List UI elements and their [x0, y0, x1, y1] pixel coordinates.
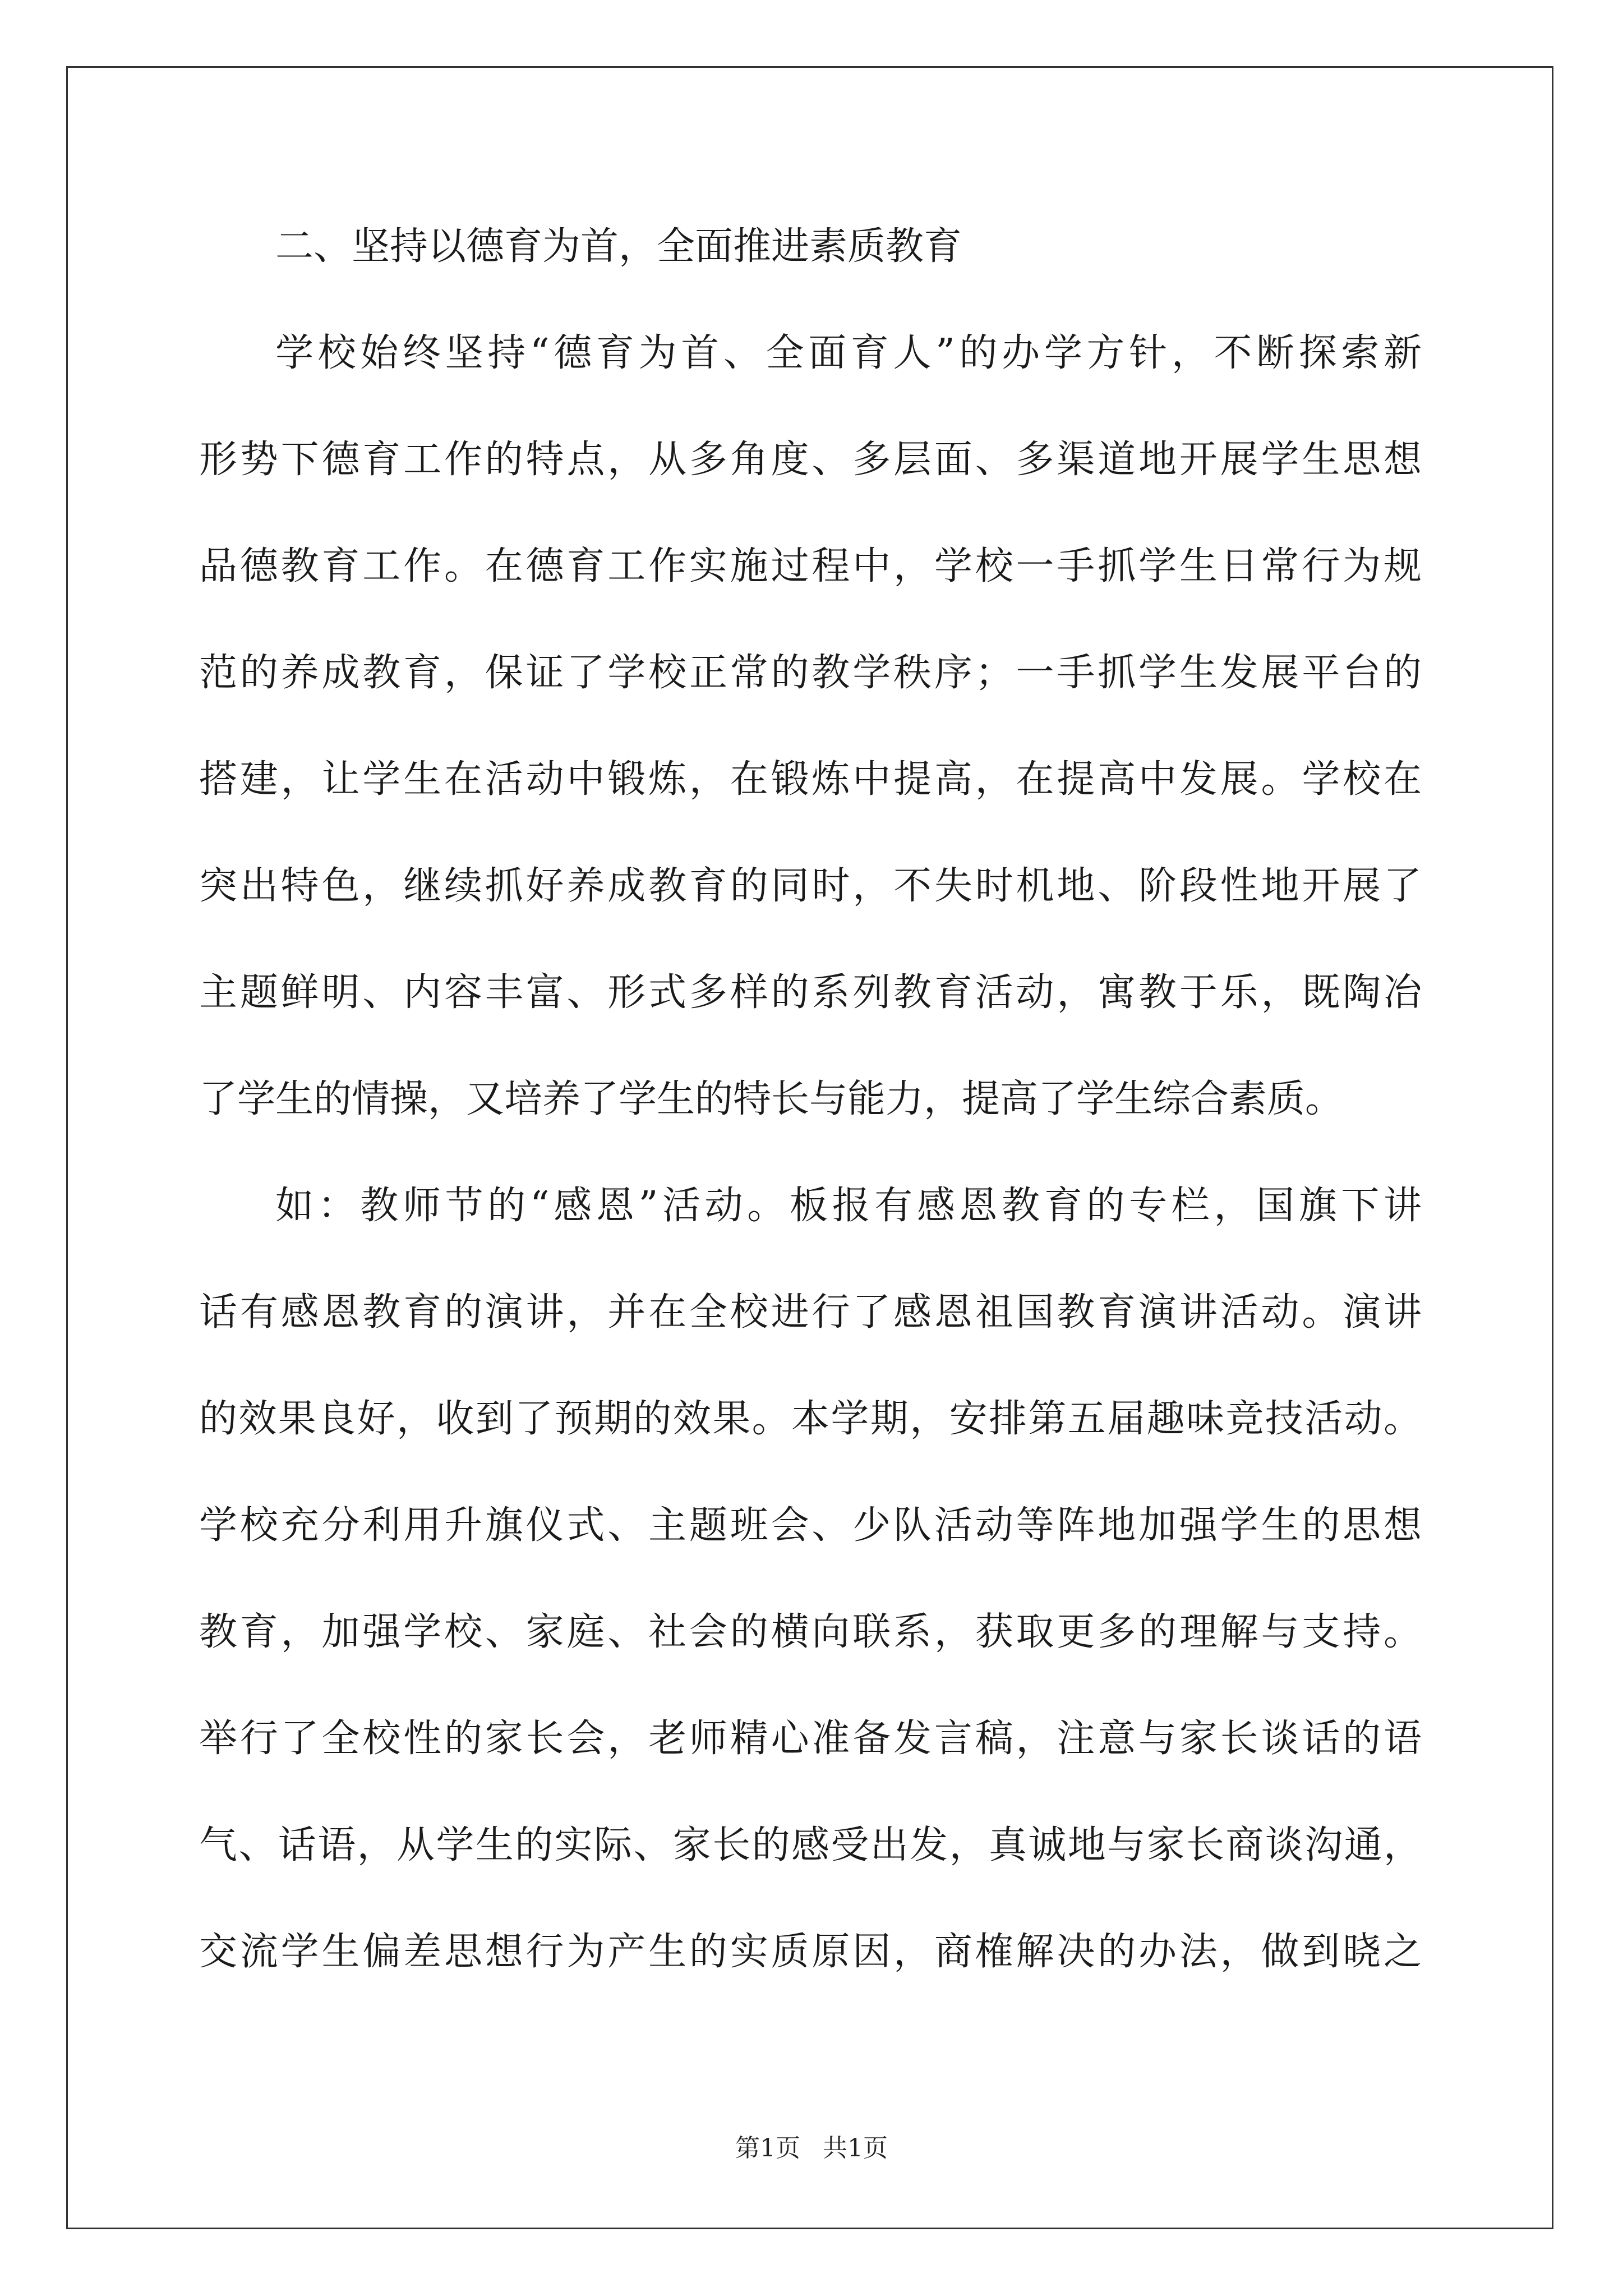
page-border [66, 66, 1553, 2229]
paragraph-line: 突出特色，继续抓好养成教育的同时，不失时机地、阶段性地开展了 [199, 864, 1422, 908]
paragraph-line: 学校始终坚持“德育为首、全面育人”的办学方针，不断探索新 [275, 331, 1422, 375]
paragraph-line: 教育，加强学校、家庭、社会的横向联系，获取更多的理解与支持。 [199, 1610, 1422, 1654]
paragraph-line: 品德教育工作。在德育工作实施过程中，学校一手抓学生日常行为规 [199, 544, 1422, 588]
paragraph-line: 如：教师节的“感恩”活动。板报有感恩教育的专栏，国旗下讲 [275, 1184, 1422, 1228]
paragraph-line: 话有感恩教育的演讲，并在全校进行了感恩祖国教育演讲活动。演讲 [199, 1290, 1422, 1335]
page-number-current: 第1页 [735, 2134, 800, 2162]
paragraph-line: 学校充分利用升旗仪式、主题班会、少队活动等阵地加强学生的思想 [199, 1503, 1422, 1548]
section-heading: 二、坚持以德育为首，全面推进素质教育 [275, 224, 962, 269]
paragraph-line: 气、话语，从学生的实际、家长的感受出发，真诚地与家长商谈沟通， [199, 1823, 1422, 1867]
paragraph-line: 范的养成教育，保证了学校正常的教学秩序；一手抓学生发展平台的 [199, 651, 1422, 695]
paragraph-line: 交流学生偏差思想行为产生的实质原因，商榷解决的办法，做到晓之 [199, 1930, 1422, 1974]
paragraph-line: 了学生的情操，又培养了学生的特长与能力，提高了学生综合素质。 [199, 1077, 1344, 1121]
page-footer [0, 2132, 1623, 2165]
paragraph-line: 举行了全校性的家长会，老师精心准备发言稿，注意与家长谈话的语 [199, 1717, 1422, 1761]
paragraph-line: 形势下德育工作的特点，从多角度、多层面、多渠道地开展学生思想 [199, 438, 1422, 482]
page-number-total: 共1页 [823, 2134, 888, 2162]
paragraph-line: 搭建，让学生在活动中锻炼，在锻炼中提高，在提高中发展。学校在 [199, 757, 1422, 802]
paragraph-line: 的效果良好，收到了预期的效果。本学期，安排第五届趣味竞技活动。 [199, 1397, 1422, 1441]
paragraph-line: 主题鲜明、内容丰富、形式多样的系列教育活动，寓教于乐，既陶冶 [199, 970, 1422, 1015]
